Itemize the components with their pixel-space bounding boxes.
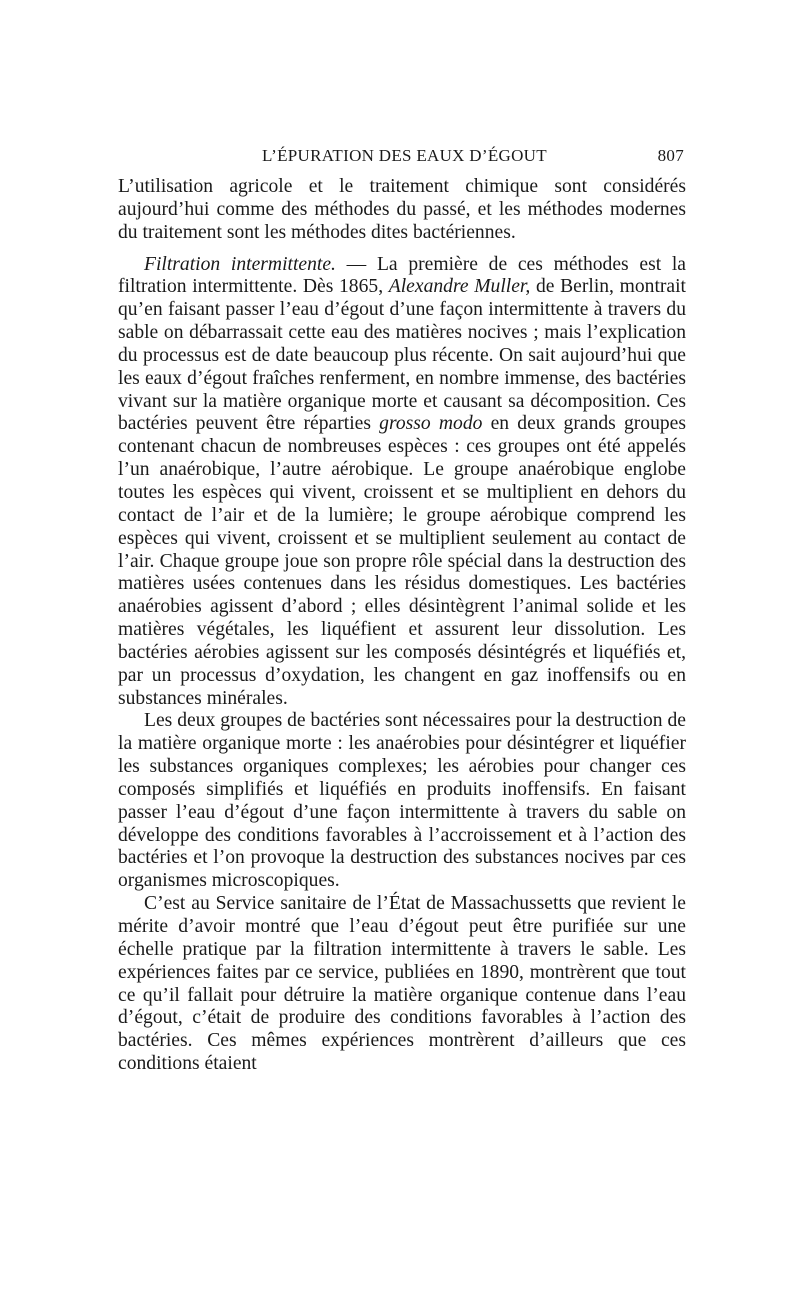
- paragraph-groups-text: Les deux groupes de bactéries sont nécessaires pour la destruction de la matière organique morte : les anaérobies pour désintégrer et liquéfier les substances organiques complexes; les aérobies pour changer ces composés simplifiés et liquéfiés en produits inoffensifs. En faisant passer l’eau d’égout d’une façon intermittente à travers du sable on développe des conditions favorables à l’accroissement et à l’action des bactéries et l’on provoque la destruction des substances nocives par ces organismes microscopiques.: [118, 710, 686, 892]
- page-number: 807: [657, 146, 684, 165]
- paragraph-intro: [118, 176, 686, 245]
- book-page: [118, 142, 686, 1076]
- paragraph-massachusetts: [118, 893, 686, 1076]
- paragraph-massachusetts-text: C’est au Service sanitaire de l’État de Massachussetts que revient le mérite d’avoir montré que l’eau d’égout peut être purifiée sur une échelle pratique par la filtration intermittente à travers le sable. Les expériences faites par ce service, publiées en 1890, montrèrent que tout ce qu’il fallait pour détruire la matière organique contenue dans l’eau d’égout, c’était de produire des conditions favorables à l’action des bactéries. Ces mêmes expériences montrèrent d’ailleurs que ces conditions étaient: [118, 893, 686, 1075]
- page-header: [118, 142, 686, 176]
- paragraph-filtration: [118, 254, 686, 711]
- person-name-muller: Alexandre Muller,: [388, 276, 531, 298]
- paragraph-filtration-text-3: en deux grands groupes contenant chacun de nombreuses espèces : ces groupes ont été appelés l’un anaérobique, l’autre aérobique. Le groupe anaérobique englobe toutes les espèces qui vivent, croissent et se multiplient en dehors du contact de l’air et de la lumière; le groupe aérobique comprend les espèces qui vivent, croissent et se multiplient seulement au contact de l’air. Chaque groupe joue son propre rôle spécial dans la destruction des matières usées contenues dans les résidus domestiques. Les bactéries anaérobies agissent d’abord ; elles désintègrent l’animal solide et les matières végétales, les liquéfient et assurent leur dissolution. Les bactéries aérobies agissent sur les composés désintégrés et liquéfiés et, par un processus d’oxydation, les changent en gaz inoffensifs ou en substances minérales.: [118, 413, 686, 709]
- paragraph-groups: [118, 710, 686, 893]
- body-text: [118, 176, 686, 1076]
- paragraph-filtration-text-2: de Berlin, montrait qu’en faisant passer l’eau d’égout d’une façon intermittente à travers du sable on débarrassait cette eau des matières nocives ; mais l’explication du processus est de date beaucoup plus récente. On sait aujourd’hui que les eaux d’égout fraîches renferment, en nombre immense, des bactéries vivant sur la matière organique morte et causant sa décomposition. Ces bactéries peuvent être réparties: [118, 276, 687, 435]
- running-title: L’ÉPURATION DES EAUX D’ÉGOUT: [262, 146, 547, 165]
- latin-phrase-grosso-modo: grosso modo: [379, 413, 483, 435]
- paragraph-intro-text: L’utilisation agricole et le traitement chimique sont considérés aujourd’hui comme des méthodes du passé, et les méthodes modernes du traitement sont les méthodes dites bactériennes.: [118, 176, 686, 243]
- paragraph-filtration-text-1: — La première de ces méthodes est la filtration intermittente. Dès 1865,: [118, 253, 686, 298]
- section-heading-filtration: Filtration intermittente.: [144, 253, 336, 275]
